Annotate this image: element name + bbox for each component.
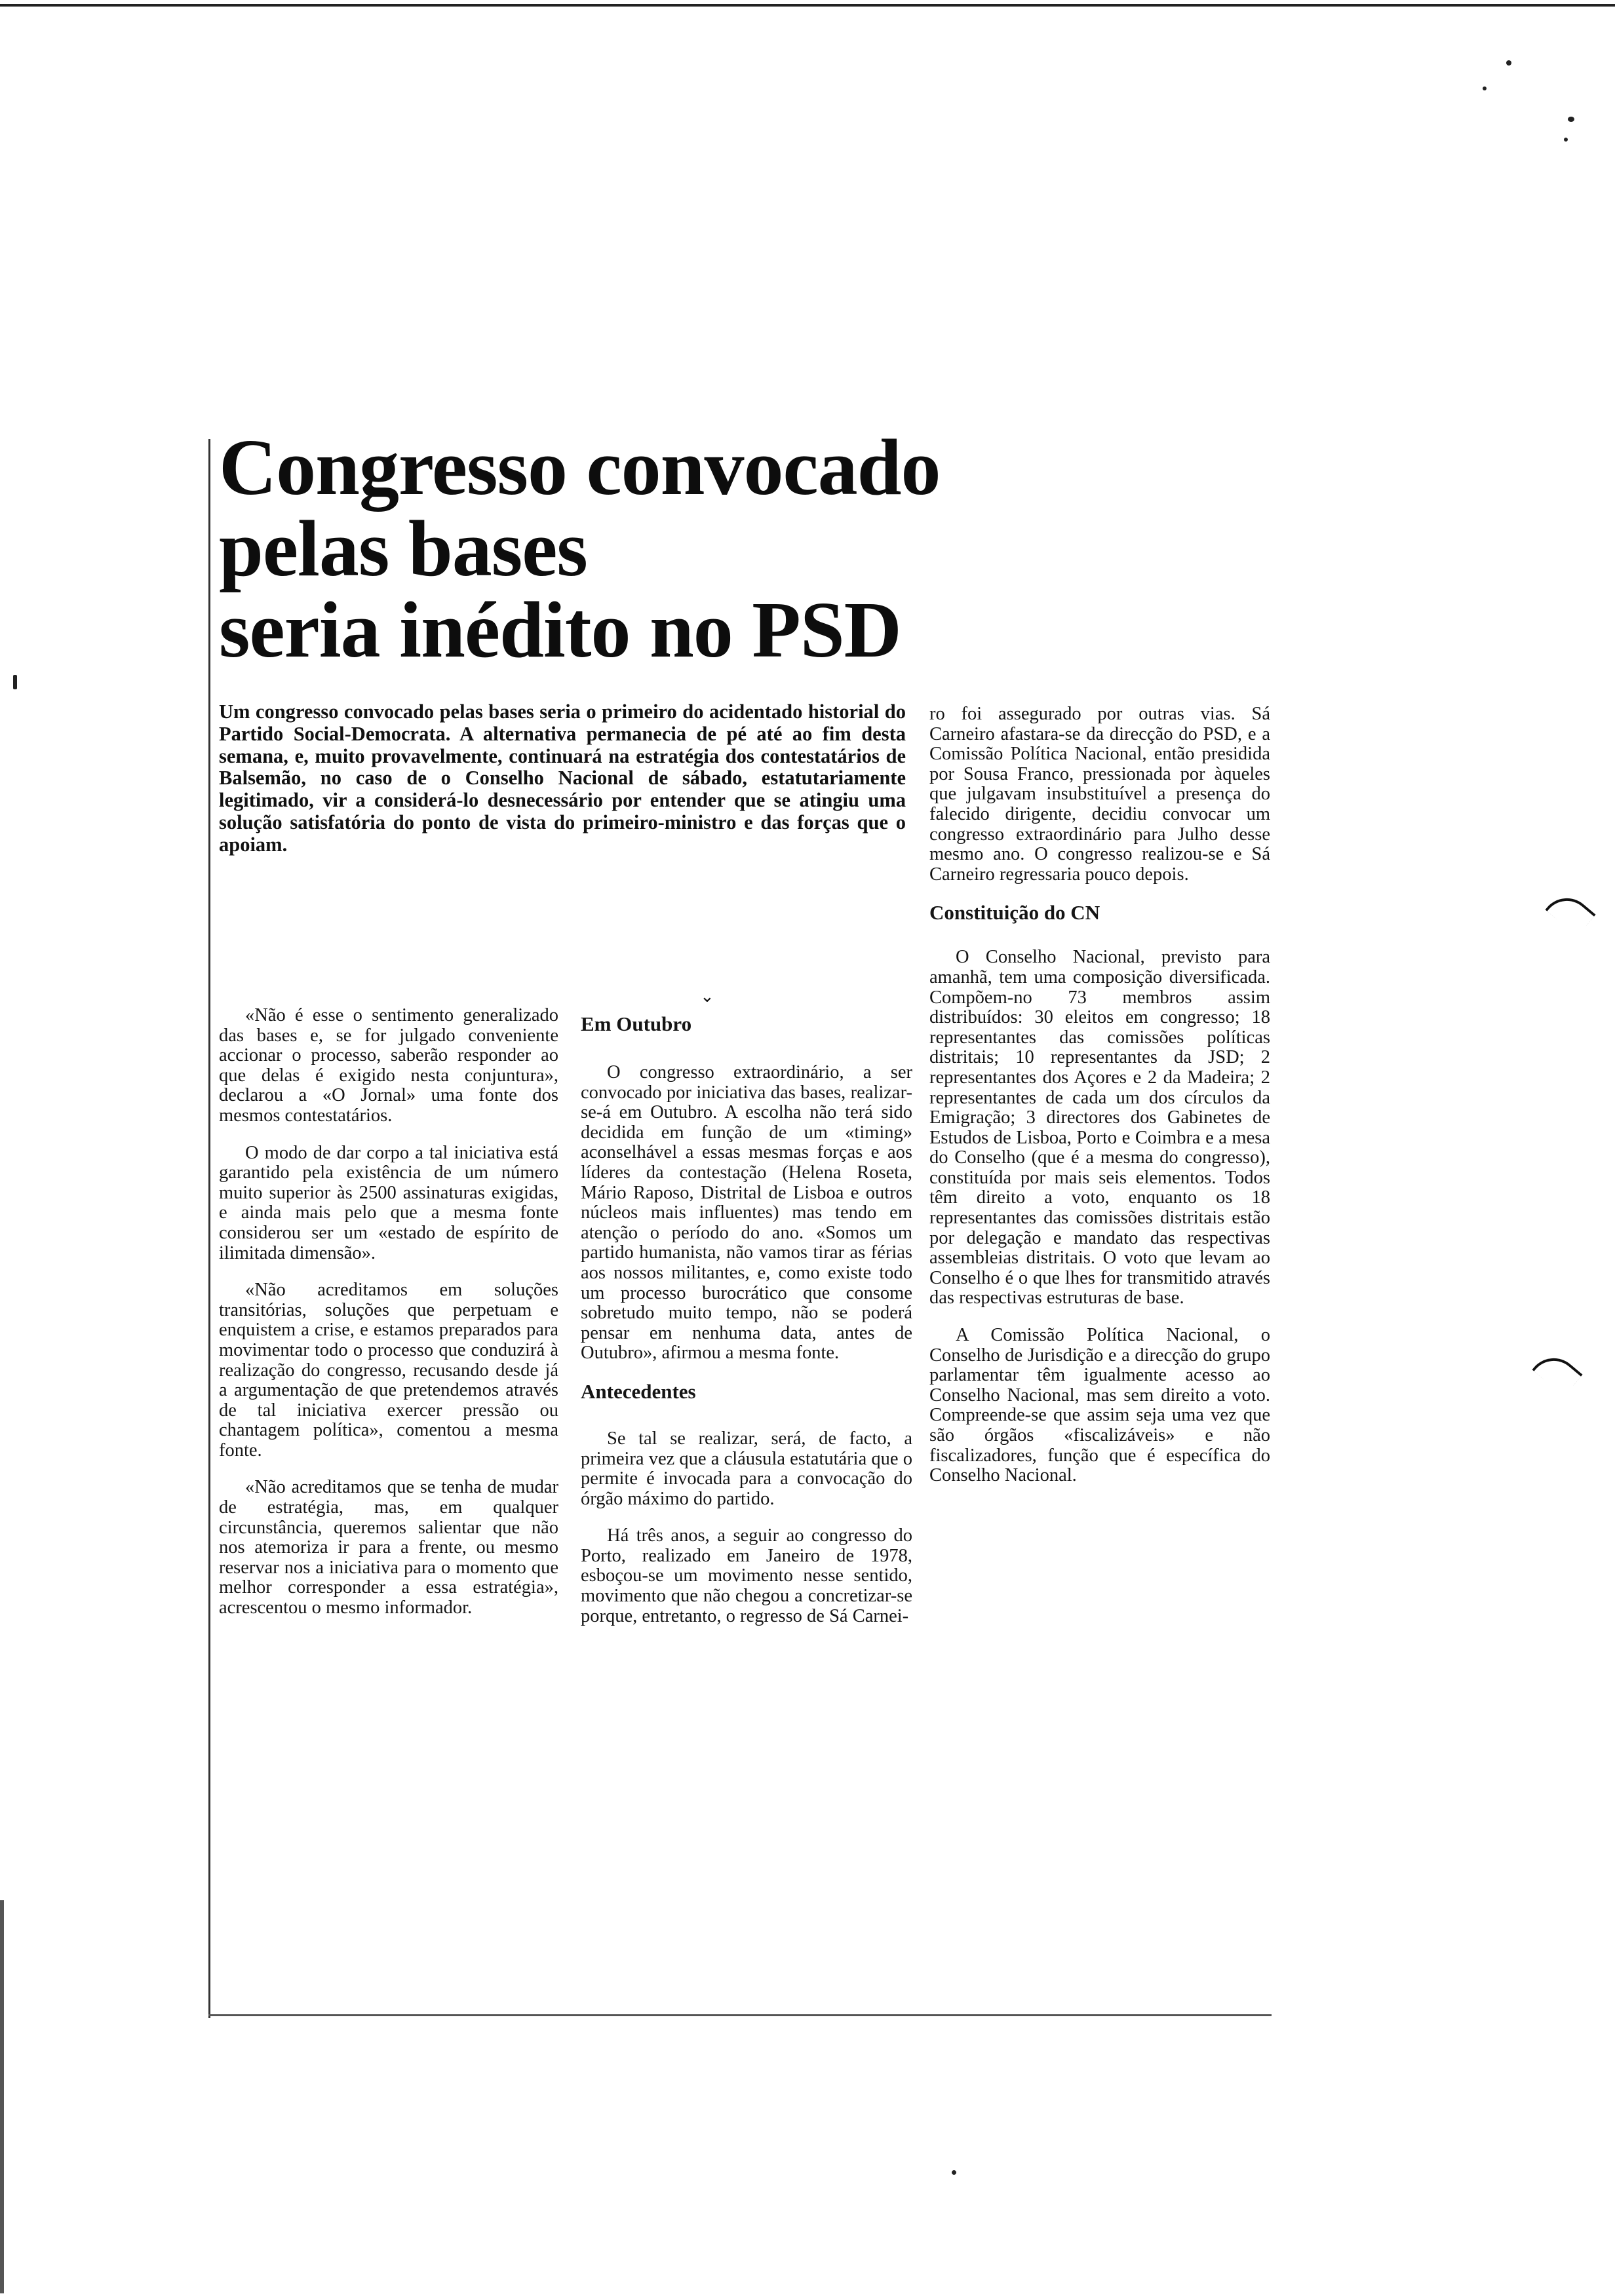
headline-line: pelas bases [219, 505, 587, 593]
newspaper-clipping [208, 413, 1272, 2021]
section-heading: Em Outubro [581, 1012, 692, 1035]
body-paragraph: Há três anos, a seguir ao congresso do Porto, realizado em Janeiro de 1978, esboçou-se um movimento nesse sentido, movimento que não chegou a concretizar-se porque, entretanto, o regresso de Sá Carnei- [581, 1525, 912, 1626]
lead-paragraph: Um congresso convocado pelas bases seria o primeiro do acidentado historial do Partido Social-Democrata. A alternativa permanecia de pé até ao fim desta semana, e, muito provavelmente, continuará na estratégia dos contestatários de Balsemão, no caso de o Conselho Nacional de sábado, estatutariamente legitimado, vir a considerá-lo desnecessário por entender que se atingiu uma solução satisfatória do ponto de vista do primeiro-ministro e das forças que o apoiam. [219, 700, 906, 856]
article-column-1 [219, 1006, 558, 1636]
headline-line: seria inédito no PSD [219, 586, 901, 674]
body-paragraph: O congresso extraordinário, a ser convocado por iniciativa das bases, realizar-se-á em Outubro. A escolha não terá sido decidida em função de um «timing» aconselhável a essas mesmas forças e aos líderes da contestação (Helena Roseta, Mário Raposo, Distrital de Lisboa e outros núcleos mais influentes) mas tendo em atenção o período do ano. «Somos um partido humanista, não vamos tirar as férias aos nossos militantes, e, como existe todo um processo burocrático que consome sobretudo muito tempo, não se poderá pensar em nenhuma data, antes de Outubro», afirmou a mesma fonte. [581, 1062, 912, 1364]
body-paragraph: A Comissão Política Nacional, o Conselho de Jurisdição e a direcção do grupo parlamentar têm igualmente acesso ao Conselho Nacional, mas sem direito a voto. Compreende-se que assim seja uma vez que são órgãos «fiscalizáveis» e não fiscalizadores, função que é específica do Conselho Nacional. [929, 1325, 1270, 1486]
editorial-mark: ⌄ [700, 987, 714, 1006]
scan-speck [952, 2170, 956, 2175]
body-paragraph: «Não acreditamos que se tenha de mudar de estratégia, mas, em qualquer circunstância, queremos salientar que não nos atemoriza ir para a frente, ou mesmo reservar nos a iniciativa para o momento que melhor corresponder a essa estratégia», acrescentou o mesmo informador. [219, 1477, 558, 1618]
body-paragraph: O Conselho Nacional, previsto para amanhã, tem uma composição diversificada. Compõem-no 73 membros assim distribuídos: 30 eleitos em congresso; 18 representantes das comissões políticas distritais; 10 representantes da JSD; 2 representantes dos Açores e 2 da Madeira; 2 representantes de cada um dos círculos da Emigração; 3 directores dos Gabinetes de Estudos de Lisboa, Porto e Coimbra e a mesa do Conselho (que é a mesma do congresso), constituída por mais seis elementos. Todos têm direito a voto, enquanto os 18 representantes das comissões distritais estão por delegação e mandato das respectivas assembleias distritais. O voto que levam ao Conselho é o que lhes for transmitido através das respectivas estruturas de base. [929, 947, 1270, 1309]
section-heading: Antecedentes [581, 1379, 696, 1403]
section-heading: Constituição do CN [929, 901, 1100, 925]
scan-speck [1483, 86, 1487, 90]
body-paragraph: Se tal se realizar, será, de facto, a primeira vez que a cláusula estatutária que o permite é invocada para a convocação do órgão máximo do partido. [581, 1428, 912, 1509]
punch-hole-mark [1532, 1348, 1582, 1397]
clipping-edge [208, 2014, 1272, 2016]
scan-speck [1564, 138, 1568, 142]
punch-hole-mark [1545, 888, 1595, 937]
article-column-2 [581, 1009, 912, 1643]
headline [219, 423, 1045, 674]
headline-line: Congresso convocado [219, 423, 941, 512]
article-column-3 [929, 704, 1270, 1503]
scan-speck [1568, 117, 1574, 122]
scan-left-edge [0, 1900, 4, 2293]
scan-speck [1506, 60, 1511, 66]
body-paragraph: «Não é esse o sentimento generalizado das bases e, se for julgado conveniente accionar o processo, saberão responder ao que delas é exigido nesta conjuntura», declarou a «O Jornal» uma fonte dos mesmos contestatários. [219, 1005, 558, 1126]
body-paragraph: O modo de dar corpo a tal iniciativa está garantido pela existência de um número muito superior às 2500 assinaturas exigidas, e ainda mais pelo que a mesma fonte considerou ser um «estado de espírito de ilimitada dimensão». [219, 1142, 558, 1263]
body-paragraph: ro foi assegurado por outras vias. Sá Carneiro afastara-se da direcção do PSD, e a Comissão Política Nacional, então presidida por Sousa Franco, pressionada por àqueles que julgavam insubstituível a presença do falecido dirigente, decidiu convocar um congresso extraordinário para Julho desse mesmo ano. O congresso realizou-se e Sá Carneiro regressaria pouco depois. [929, 704, 1270, 885]
clipping-edge [208, 439, 210, 2018]
scan-top-border [0, 4, 1615, 7]
scan-speck [13, 675, 17, 689]
body-paragraph: «Não acreditamos em soluções transitórias, soluções que perpetuam e enquistem a crise, e estamos preparados para movimentar todo o processo que conduzirá à realização do congresso, recusando desde já a argumentação de que pretendemos através de tal iniciativa exercer pressão ou chantagem política», comentou a mesma fonte. [219, 1280, 558, 1461]
